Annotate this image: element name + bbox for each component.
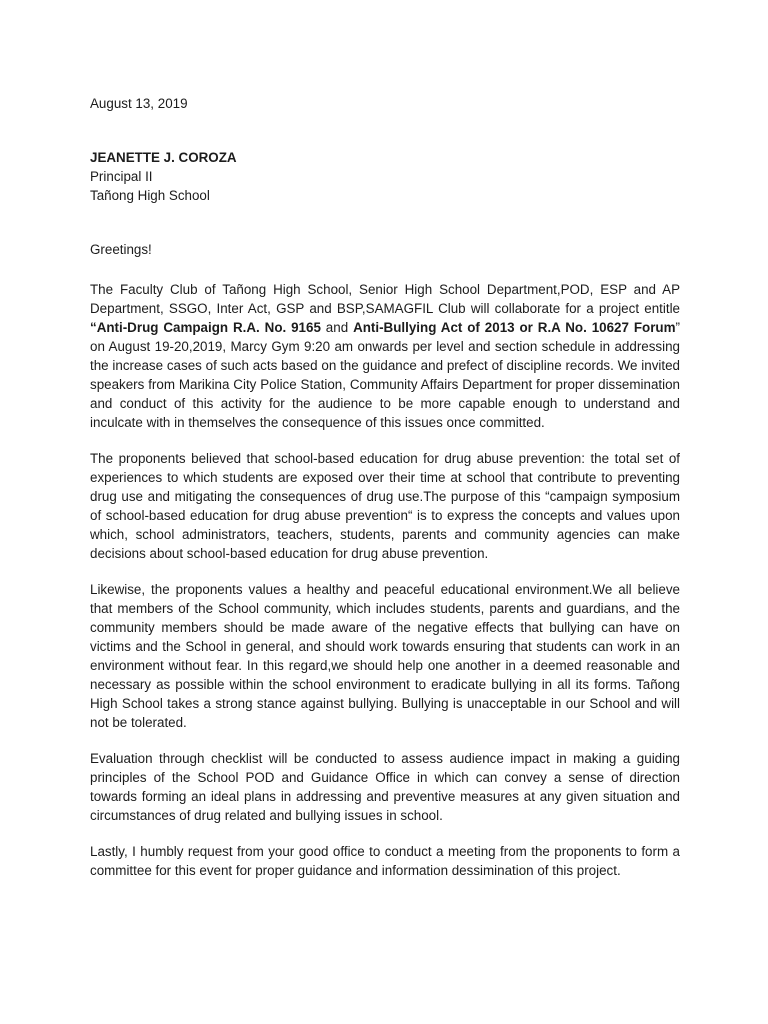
paragraph-request: Lastly, I humbly request from your good office to conduct a meeting from the proponents to form a committee for this event for proper guidance and information dessimination of this project. [90, 844, 680, 878]
paragraph-evaluation: Evaluation through checklist will be conducted to assess audience impact in making a guiding principles of the School POD and Guidance Office in which can convey a sense of direction towards forming an ideal plans in addressing and preventive measures at any given situation and circumstances of drug related and bullying issues in school. [90, 751, 680, 823]
project-title-anti-drug: “Anti-Drug Campaign R.A. No. 9165 [90, 320, 321, 335]
paragraph-bullying: Likewise, the proponents values a healthy and peaceful educational environment.We all believe that members of the School community, which includes students, parents and guardians, and the community members should be made aware of the negative effects that bullying can have on victims and the School in general, and should work towards ensuring that students can work in an environment without fear. In this regard,we should help one another in a deemed reasonable and necessary as possible within the school environment to eradicate bullying in all its forms. Tañong High School takes a strong stance against bullying. Bullying is unacceptable in our School and will not be tolerated. [90, 582, 680, 730]
paragraph-drug-prevention: The proponents believed that school-based education for drug abuse prevention: the total set of experiences to which students are exposed over their time at school that contribute to preventing drug use and mitigating the consequences of drug use.The purpose of this “campaign symposium of school-based education for drug abuse prevention“ is to express the concepts and values upon which, school administrators, teachers, students, parents and community agencies can make decisions about school-based education for drug abuse prevention. [90, 451, 680, 561]
recipient-block [90, 148, 680, 205]
recipient-position: Principal II [90, 169, 153, 184]
greeting: Greetings! [90, 242, 152, 257]
recipient-name: JEANETTE J. COROZA [90, 150, 237, 165]
recipient-school: Tañong High School [90, 188, 210, 203]
paragraph-intro [90, 280, 680, 432]
letter-date: August 13, 2019 [90, 96, 188, 111]
paragraph-intro-text: The Faculty Club of Tañong High School, Senior High School Department,POD, ESP and AP Department, SSGO, Inter Act, GSP and BSP,SAMAGFIL Club will collaborate for a project entitle [90, 282, 680, 316]
title-conjunction: and [320, 320, 354, 335]
project-title-anti-bullying: Anti-Bullying Act of 2013 or R.A No. 10627 Forum [353, 320, 676, 335]
paragraph-intro-rest: ” on August 19-20,2019, Marcy Gym 9:20 am onwards per level and section schedule in addressing the increase cases of such acts based on the guidance and prefect of discipline records. We invited speakers from Marikina City Police Station, Community Affairs Department for proper dissemination and conduct of this activity for the audience to be more capable enough to understand and inculcate with in themselves the consequence of this issues once committed. [90, 320, 680, 430]
